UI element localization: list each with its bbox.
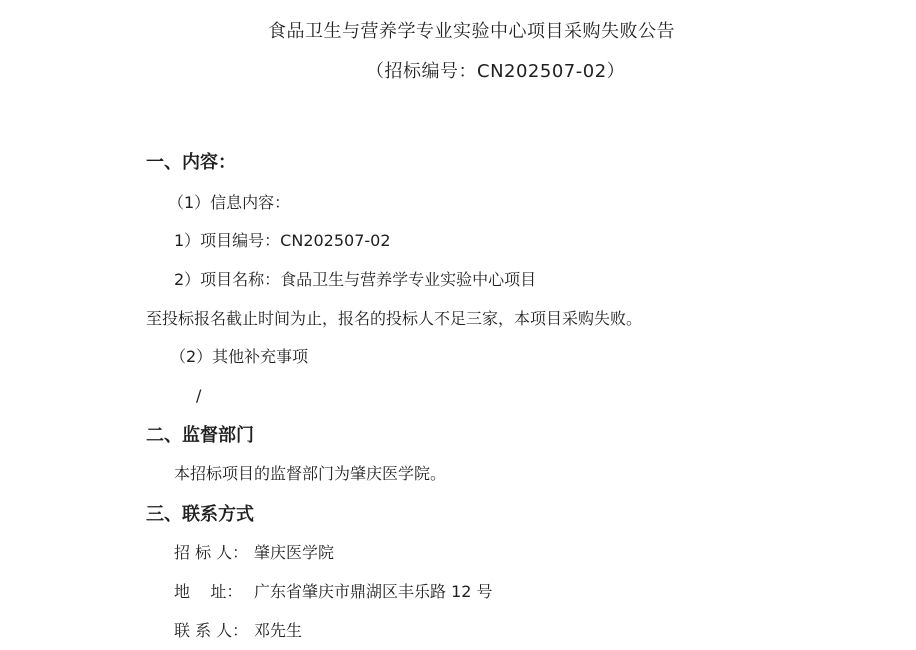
failure-statement: 至投标报名截止时间为止，报名的投标人不足三家，本项目采购失败。 xyxy=(146,309,643,328)
contact-label: 地 址： xyxy=(174,582,243,601)
supervision-text: 本招标项目的监督部门为肇庆医学院。 xyxy=(174,464,447,483)
section-heading-contact: 三、联系方式 xyxy=(146,504,254,525)
document-title: 食品卫生与营养学专业实验中心项目采购失败公告 xyxy=(268,21,675,42)
contact-label: 联 系 人： xyxy=(174,621,249,640)
project-name-item: 2）项目名称：食品卫生与营养学专业实验中心项目 xyxy=(174,270,537,289)
info-content-heading: （1）信息内容： xyxy=(168,193,291,212)
contact-value: 广东省肇庆市鼎湖区丰乐路 12 号 xyxy=(254,582,493,601)
contact-value: 肇庆医学院 xyxy=(254,543,335,562)
other-matters-value: / xyxy=(196,386,202,405)
section-heading-supervision: 二、监督部门 xyxy=(146,425,254,446)
contact-row-person xyxy=(174,620,302,642)
contact-row-address xyxy=(174,581,493,603)
project-number-item: 1）项目编号：CN202507-02 xyxy=(174,231,391,250)
tender-number: （招标编号：CN202507-02） xyxy=(366,61,626,82)
contact-row-tenderer xyxy=(174,542,334,564)
contact-label: 招 标 人： xyxy=(174,543,249,562)
other-matters-heading: （2）其他补充事项 xyxy=(170,347,309,366)
section-heading-content: 一、内容： xyxy=(146,152,236,173)
contact-value: 邓先生 xyxy=(254,621,303,640)
